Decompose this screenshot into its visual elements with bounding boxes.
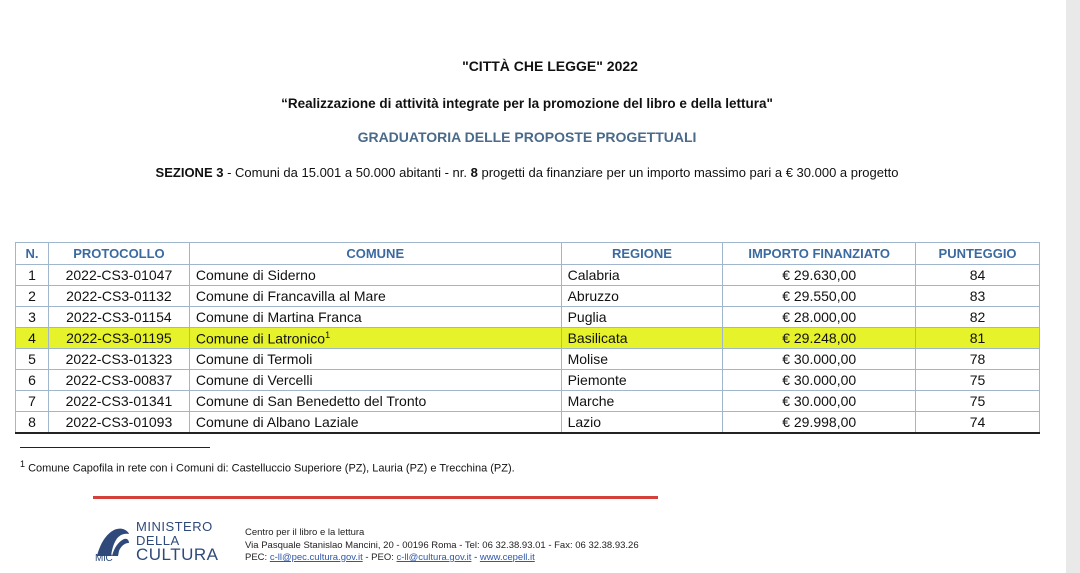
- comune-name: Comune di Termoli: [195, 351, 313, 367]
- cell-n: 5: [16, 349, 49, 370]
- cell-punteggio: 82: [916, 307, 1040, 328]
- cell-comune: [189, 286, 561, 307]
- section-text-after: progetti da finanziare per un importo massimo pari a € 30.000 a progetto: [477, 165, 899, 180]
- cell-punteggio: 75: [916, 391, 1040, 412]
- ranking-heading: GRADUATORIA DELLE PROPOSTE PROGETTUALI: [357, 129, 697, 145]
- logo-mark-text: MiC: [95, 553, 113, 562]
- cell-protocollo: 2022-CS3-01341: [48, 391, 189, 412]
- pec-label: PEC:: [245, 552, 270, 563]
- comune-name: Comune di Latronico: [195, 330, 326, 347]
- cell-importo: € 29.630,00: [723, 265, 916, 286]
- cell-regione: Marche: [561, 391, 723, 412]
- peo-label: PEO:: [371, 552, 397, 563]
- cell-punteggio: 74: [916, 412, 1040, 434]
- table-row: [16, 412, 1040, 434]
- table-row: [16, 349, 1040, 370]
- cell-regione: Abruzzo: [561, 286, 723, 307]
- cell-punteggio: 83: [916, 286, 1040, 307]
- table-row: [16, 265, 1040, 286]
- cell-protocollo: 2022-CS3-01047: [48, 265, 189, 286]
- comune-name: Comune di Francavilla al Mare: [195, 288, 386, 304]
- cell-n: 8: [16, 412, 49, 434]
- section-count: 8: [470, 165, 478, 180]
- cell-punteggio: 75: [916, 370, 1040, 391]
- footer-red-rule: [93, 496, 658, 499]
- cell-importo: € 29.248,00: [723, 328, 916, 349]
- comune-name: Comune di Siderno: [195, 267, 316, 283]
- cell-protocollo: 2022-CS3-00837: [48, 370, 189, 391]
- cell-n: 7: [16, 391, 49, 412]
- table-row: [16, 370, 1040, 391]
- footnote-marker: 1: [20, 459, 26, 469]
- document-subtitle: “Realizzazione di attività integrate per la promozione del libro e della lettura": [281, 96, 773, 111]
- logo-line2: DELLA: [136, 533, 180, 548]
- comune-name: Comune di Martina Franca: [195, 309, 362, 325]
- cell-comune: [189, 328, 561, 349]
- cell-importo: € 30.000,00: [723, 391, 916, 412]
- cell-importo: € 30.000,00: [723, 349, 916, 370]
- cell-importo: € 29.998,00: [723, 412, 916, 434]
- cell-importo: € 30.000,00: [723, 370, 916, 391]
- cell-n: 2: [16, 286, 49, 307]
- section-label: SEZIONE 3: [155, 165, 224, 180]
- document-title: "CITTÀ CHE LEGGE" 2022: [462, 58, 638, 74]
- cell-punteggio: 84: [916, 265, 1040, 286]
- header-regione: REGIONE: [561, 243, 723, 265]
- table-header-row: [16, 243, 1040, 265]
- cell-protocollo: 2022-CS3-01154: [48, 307, 189, 328]
- header-importo: IMPORTO FINANZIATO: [723, 243, 916, 265]
- table-row: [16, 307, 1040, 328]
- cell-comune: [189, 349, 561, 370]
- header-protocollo: PROTOCOLLO: [48, 243, 189, 265]
- comune-name: Comune di San Benedetto del Tronto: [195, 393, 427, 409]
- pec-link[interactable]: c-ll@pec.cultura.gov.it: [269, 552, 363, 563]
- section-description: [0, 165, 1054, 180]
- cell-n: 3: [16, 307, 49, 328]
- footnote-text: Comune Capofila in rete con i Comuni di: Castelluccio Superiore (PZ), Lauria (PZ) e Trecchina (PZ).: [25, 462, 515, 475]
- cell-regione: Piemonte: [561, 370, 723, 391]
- website-link[interactable]: www.cepell.it: [479, 552, 535, 563]
- contact-line3: [245, 552, 639, 565]
- cell-comune: [189, 265, 561, 286]
- contact-sep1: -: [362, 552, 372, 563]
- table-row-highlighted: [16, 328, 1040, 349]
- ranking-table: [15, 242, 1040, 434]
- cell-regione: Puglia: [561, 307, 723, 328]
- logo-line3: CULTURA: [136, 545, 219, 564]
- cell-protocollo: 2022-CS3-01132: [48, 286, 189, 307]
- table-row: [16, 286, 1040, 307]
- cell-comune: [189, 307, 561, 328]
- cell-comune: [189, 391, 561, 412]
- header-n: N.: [16, 243, 49, 265]
- cell-protocollo: 2022-CS3-01195: [48, 328, 189, 349]
- footnote-reference: 1: [325, 329, 331, 340]
- footnote: [20, 459, 515, 475]
- contact-line1: Centro per il libro e la lettura: [245, 527, 365, 538]
- comune-name: Comune di Vercelli: [195, 372, 313, 388]
- footnote-divider: [20, 447, 210, 448]
- cell-punteggio: 78: [916, 349, 1040, 370]
- cell-n: 4: [16, 328, 49, 349]
- cell-n: 1: [16, 265, 49, 286]
- header-punteggio: PUNTEGGIO: [916, 243, 1040, 265]
- page-edge: [1066, 0, 1080, 573]
- cell-regione: Basilicata: [561, 328, 723, 349]
- cell-protocollo: 2022-CS3-01323: [48, 349, 189, 370]
- footer-contact: [245, 527, 639, 565]
- cell-regione: Molise: [561, 349, 723, 370]
- cell-comune: [189, 412, 561, 434]
- comune-name: Comune di Albano Laziale: [195, 414, 359, 430]
- table-row: [16, 391, 1040, 412]
- cell-n: 6: [16, 370, 49, 391]
- ministry-logo: [94, 520, 264, 566]
- cell-importo: € 28.000,00: [723, 307, 916, 328]
- cell-comune: [189, 370, 561, 391]
- cell-regione: Lazio: [561, 412, 723, 434]
- contact-line2: Via Pasquale Stanislao Mancini, 20 - 00196 Roma - Tel: 06 32.38.93.01 - Fax: 06 32.38.93.26: [245, 539, 639, 551]
- cell-regione: Calabria: [561, 265, 723, 286]
- cell-punteggio: 81: [916, 328, 1040, 349]
- contact-sep2: -: [471, 552, 480, 563]
- header-comune: COMUNE: [189, 243, 561, 265]
- logo-line1: MINISTERO: [136, 519, 213, 534]
- cell-importo: € 29.550,00: [723, 286, 916, 307]
- logo-wordmark: [136, 520, 219, 562]
- section-text-before: - Comuni da 15.001 a 50.000 abitanti - nr.: [223, 165, 471, 180]
- cell-protocollo: 2022-CS3-01093: [48, 412, 189, 434]
- mic-logo-icon: [94, 522, 132, 562]
- peo-link[interactable]: c-ll@cultura.gov.it: [396, 552, 472, 563]
